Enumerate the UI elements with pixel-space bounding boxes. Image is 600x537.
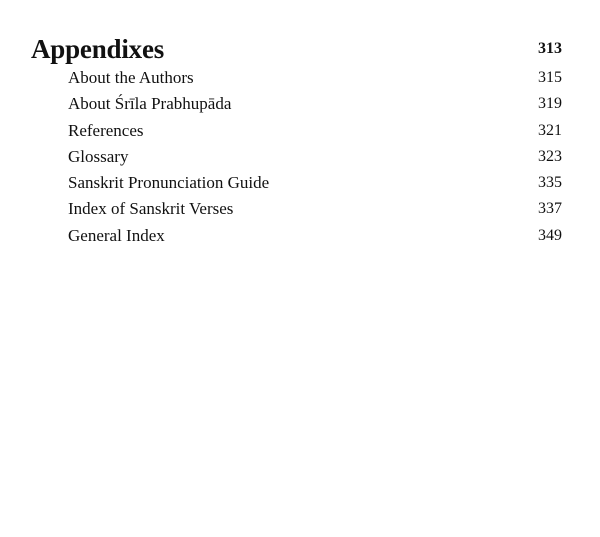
- toc-entry-index-of-sanskrit-verses: [68, 196, 562, 222]
- toc-entry-title: Sanskrit Pronunciation Guide: [68, 173, 270, 193]
- toc-entry-title: General Index: [68, 225, 165, 245]
- toc-entry-page-number: 315: [538, 69, 562, 86]
- toc-entry-title: About the Authors: [68, 68, 194, 87]
- toc-entry-title: References: [68, 120, 144, 140]
- toc-entry-page-number: 337: [538, 200, 562, 218]
- toc-entry-title: About Śrīla Prabhupāda: [68, 94, 232, 114]
- toc-entry-about-the-authors: [68, 65, 562, 91]
- toc-entry-glossary: [68, 144, 562, 170]
- toc-entry-page-number: 349: [538, 226, 562, 244]
- toc-entry-page-number: 319: [538, 95, 562, 113]
- toc-entry-page-number: 321: [538, 121, 562, 139]
- toc-entry-title: Glossary: [68, 146, 129, 166]
- toc-entry-list: [68, 65, 562, 249]
- section-page-number: 313: [538, 40, 562, 57]
- toc-entry-sanskrit-pronunciation-guide: [68, 170, 562, 196]
- toc-entry-page-number: 323: [538, 147, 562, 165]
- toc-entry-references: [68, 118, 562, 144]
- section-heading-row: [31, 31, 562, 67]
- section-title: Appendixes: [31, 34, 165, 64]
- toc-entry-title: Index of Sanskrit Verses: [68, 199, 234, 219]
- toc-entry-about-srila-prabhupada: [68, 91, 562, 117]
- toc-entry-general-index: [68, 223, 562, 249]
- toc-entry-page-number: 335: [538, 174, 562, 192]
